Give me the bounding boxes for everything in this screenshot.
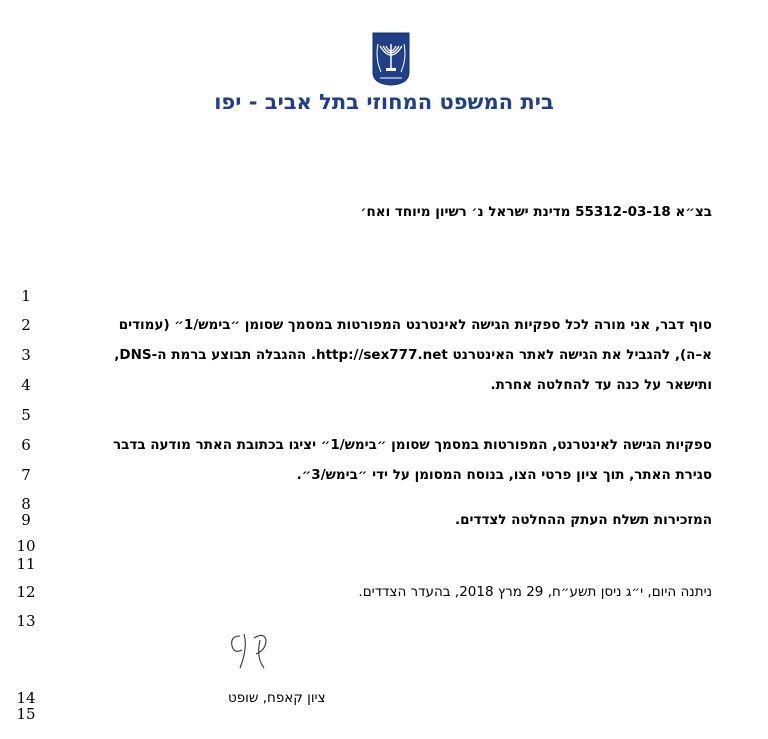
body-line: המזכירות תשלח העתק ההחלטה לצדדים. bbox=[455, 512, 712, 528]
line-number: 7 bbox=[21, 466, 31, 484]
line-number: 13 bbox=[16, 612, 36, 630]
body-line: סוף דבר, אני מורה לכל ספקיות הגישה לאינטרנט המפורטות במסמך שסומן ״בימש/1״ (עמודים bbox=[118, 317, 712, 333]
state-emblem-icon bbox=[372, 32, 410, 86]
handwritten-signature-icon bbox=[226, 628, 278, 674]
line-number: 1 bbox=[21, 287, 31, 305]
issued-date-line: ניתנה היום, י״ג ניסן תשע״ח, 29 מרץ 2018, בהעדר הצדדים. bbox=[358, 584, 712, 600]
body-line: סגירת האתר, תוך ציון פרטי הצו, בנוסח המסומן על ידי ״בימש/3״. bbox=[296, 467, 712, 483]
line-number: 9 bbox=[21, 511, 31, 529]
line-number: 15 bbox=[16, 705, 36, 723]
line-number: 14 bbox=[16, 689, 36, 707]
line-number: 5 bbox=[21, 406, 31, 424]
body-line: א–ה), להגביל את הגישה לאתר האינטרנט http://sex777.net. ההגבלה תבוצע ברמת ה-DNS, bbox=[114, 347, 712, 363]
line-number: 4 bbox=[21, 376, 31, 394]
line-number: 8 bbox=[21, 495, 31, 513]
line-number: 12 bbox=[16, 583, 36, 601]
line-number: 11 bbox=[16, 555, 36, 573]
line-number: 3 bbox=[21, 346, 31, 364]
court-name: בית המשפט המחוזי בתל אביב - יפו bbox=[214, 90, 554, 114]
line-number: 6 bbox=[21, 436, 31, 454]
case-title: בצ״א 55312-03-18 מדינת ישראל נ׳ רשיון מיוחד ואח׳ bbox=[360, 204, 712, 220]
line-number: 2 bbox=[21, 316, 31, 334]
judge-name: ציון קאפח, שופט bbox=[228, 690, 326, 706]
line-number: 10 bbox=[16, 537, 36, 555]
body-line: ותישאר על כנה עד להחלטה אחרת. bbox=[490, 377, 712, 393]
body-line: ספקיות הגישה לאינטרנט, המפורטות במסמך שסומן ״בימש/1״ יציגו בכתובת האתר מודעה בדבר bbox=[113, 437, 712, 453]
